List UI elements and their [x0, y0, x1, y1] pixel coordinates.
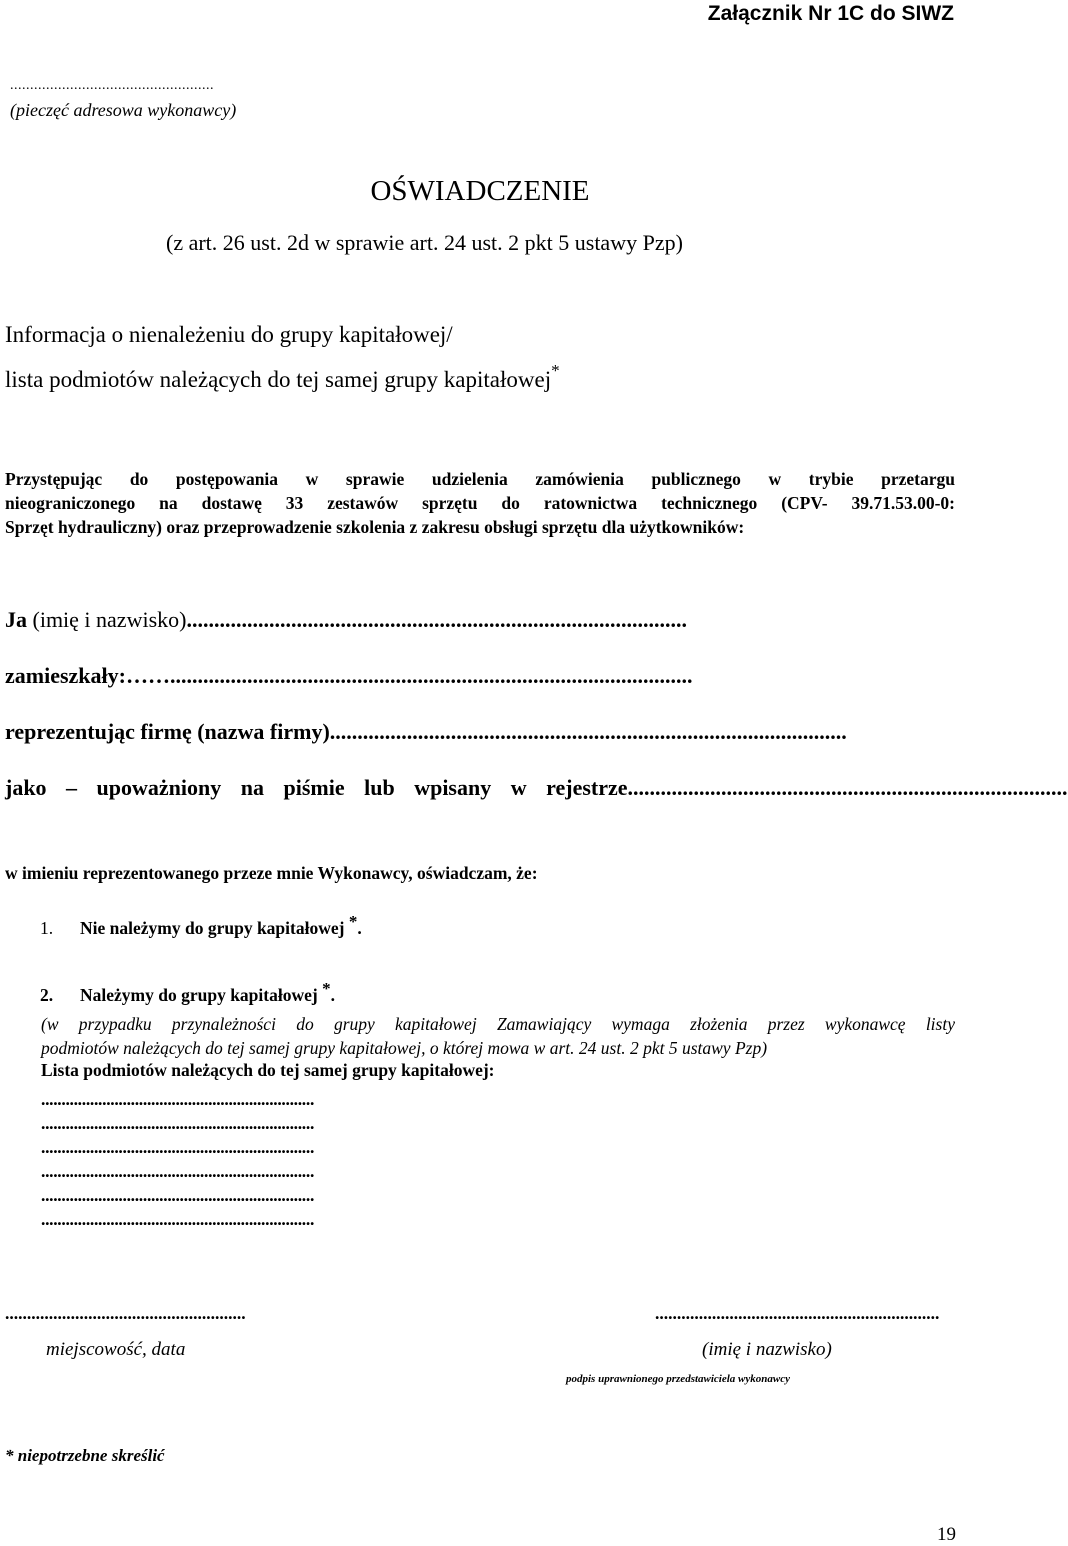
- intro-paragraph: [5, 467, 955, 539]
- group-list-line[interactable]: ...................................................................: [41, 1185, 315, 1205]
- paragraph-line-2: nieograniczonego na dostawę 33 zestawów sprzętu do ratownictwa technicznego (CPV- 39.71.53.00-0:: [5, 493, 955, 513]
- signature-caption: podpis uprawnionego przedstawiciela wykonawcy: [566, 1373, 790, 1385]
- name-field-hint: (imię i nazwisko): [32, 607, 187, 632]
- group-list-line[interactable]: ...................................................................: [41, 1137, 315, 1157]
- company-field-label: reprezentując firmę (nazwa firmy): [5, 719, 330, 744]
- footnote: * niepotrzebne skreślić: [5, 1446, 165, 1465]
- option-1-text: Nie należymy do grupy kapitałowej: [80, 918, 345, 938]
- stamp-label: (pieczęć adresowa wykonawcy): [10, 100, 237, 120]
- name-field-dots[interactable]: ...........................................................................................: [186, 607, 687, 632]
- option-1-end: .: [357, 918, 362, 938]
- option-1-number: 1.: [40, 918, 54, 938]
- name-field-label: Ja: [5, 607, 27, 632]
- residence-field-dots[interactable]: ……...............................................................................................: [125, 663, 693, 688]
- declaration-intro: w imieniu reprezentowanego przeze mnie Wykonawcy, oświadczam, że:: [5, 863, 538, 883]
- group-list-line[interactable]: ...................................................................: [41, 1209, 315, 1229]
- paragraph-line-1: Przystępując do postępowania w sprawie udzielenia zamówienia publicznego w trybie przetargu: [5, 469, 955, 489]
- note-line-1: (w przypadku przynależności do grupy kapitałowej Zamawiający wymaga złożenia przez wykonawcę listy: [41, 1014, 955, 1034]
- info-line-1: Informacja o nienależeniu do grupy kapitałowej/: [5, 322, 453, 347]
- authorization-field-dots[interactable]: ................................................................................: [627, 775, 1068, 800]
- place-date-line[interactable]: .......................................................: [5, 1303, 246, 1323]
- signature-line[interactable]: .................................................................: [655, 1303, 940, 1323]
- option-2-text: Należymy do grupy kapitałowej: [80, 985, 318, 1005]
- info-line-2-text: lista podmiotów należących do tej samej grupy kapitałowej: [5, 367, 552, 392]
- document-title: OŚWIADCZENIE: [370, 175, 590, 207]
- residence-field-label: zamieszkały:: [5, 663, 126, 688]
- note-line-2: podmiotów należących do tej samej grupy kapitałowej, o której mowa w art. 24 ust. 2 pkt 5 ustawy Pzp): [41, 1038, 768, 1058]
- group-list-line[interactable]: ...................................................................: [41, 1161, 315, 1181]
- company-field-dots[interactable]: ..............................................................................................: [329, 719, 847, 744]
- info-line-2: [5, 361, 560, 393]
- paragraph-line-3: Sprzęt hydrauliczny) oraz przeprowadzenie szkolenia z zakresu obsługi sprzętu dla użytkowników:: [5, 517, 745, 537]
- residence-field: [5, 663, 692, 689]
- group-note: [41, 1012, 955, 1060]
- option-2-star: *: [322, 979, 331, 998]
- document-subtitle: (z art. 26 ust. 2d w sprawie art. 24 ust. 2 pkt 5 ustawy Pzp): [166, 230, 683, 255]
- company-field: [5, 719, 847, 745]
- annex-label: Załącznik Nr 1C do SIWZ: [707, 2, 954, 25]
- page-number: 19: [937, 1524, 956, 1545]
- authorization-field-label: jako – upoważniony na piśmie lub wpisany w rejestrze: [5, 775, 628, 800]
- declaration-option-2[interactable]: [40, 979, 335, 1006]
- stamp-placeholder-line: ...................................................: [10, 78, 214, 93]
- name-field: [5, 607, 687, 633]
- group-list-line[interactable]: ...................................................................: [41, 1113, 315, 1133]
- group-list-line[interactable]: ...................................................................: [41, 1089, 315, 1109]
- group-list-heading: Lista podmiotów należących do tej samej grupy kapitałowej:: [41, 1060, 495, 1080]
- signature-name-label: (imię i nazwisko): [702, 1339, 832, 1360]
- declaration-option-1[interactable]: [40, 912, 362, 939]
- option-2-number: 2.: [40, 985, 54, 1005]
- footnote-star: *: [551, 361, 560, 380]
- option-1-star: *: [348, 912, 358, 931]
- option-2-end: .: [330, 985, 335, 1005]
- authorization-field: [5, 775, 1068, 801]
- place-date-label: miejscowość, data: [46, 1339, 186, 1360]
